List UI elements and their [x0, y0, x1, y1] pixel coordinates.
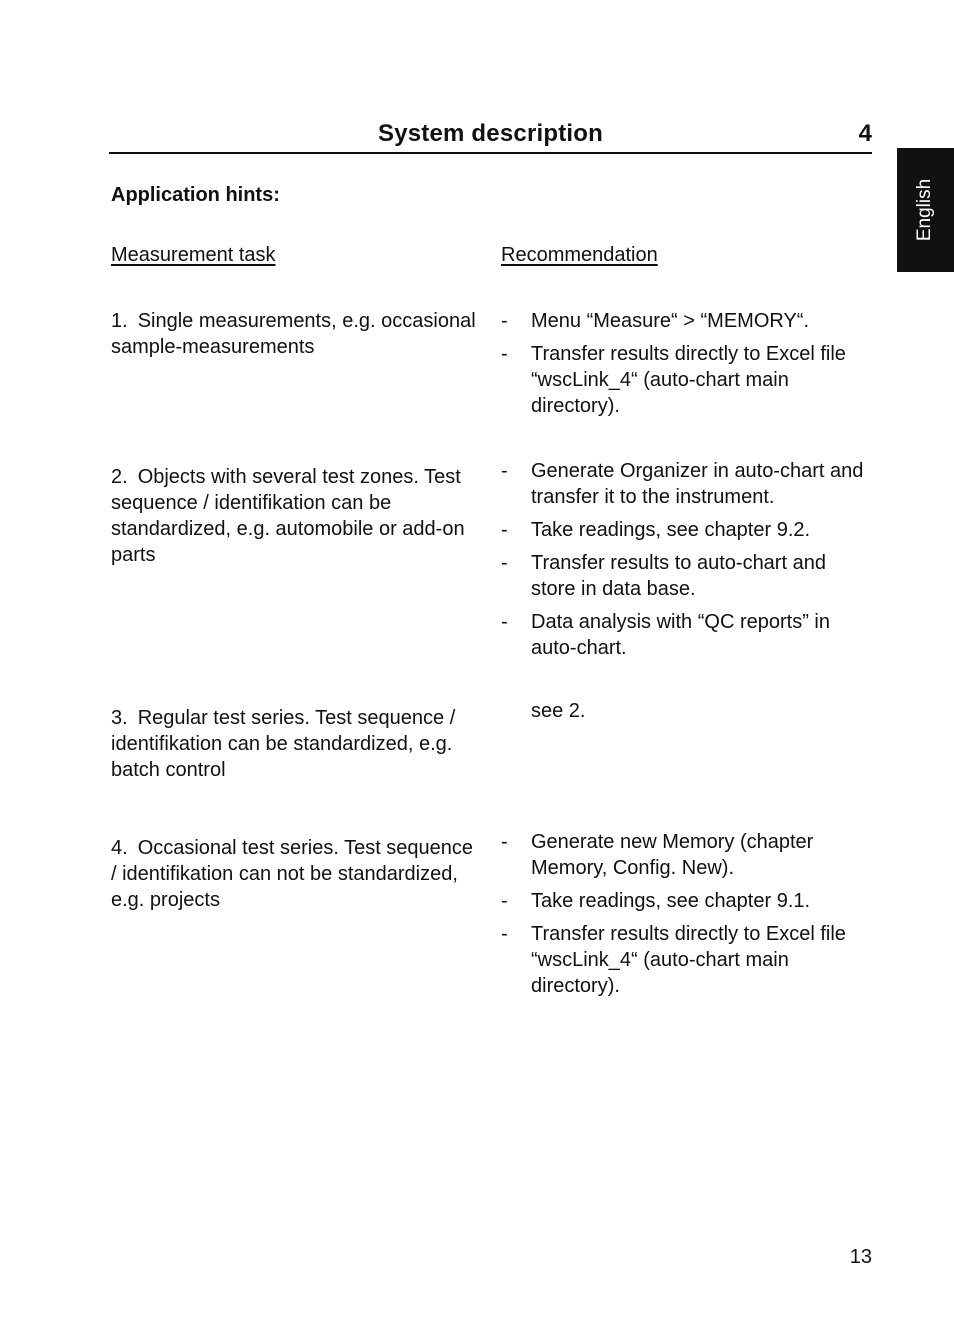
task-item	[111, 308, 483, 360]
recommendation-text: Transfer results directly to Excel file “wscLink_4“ (auto-chart main directory).	[531, 343, 846, 417]
recommendation-item	[501, 517, 871, 543]
chapter-number: 4	[858, 120, 872, 147]
list-marker: -	[501, 552, 508, 574]
recommendation-item	[501, 308, 871, 334]
task-number: 1.	[111, 310, 128, 332]
recommendation-text: Menu “Measure“ > “MEMORY“.	[531, 310, 810, 332]
recommendation-item	[501, 550, 871, 602]
column-header-recommendation: Recommendation	[501, 244, 658, 266]
section-title: Application hints:	[111, 184, 280, 206]
recommendation-item	[501, 609, 871, 661]
page-header	[109, 118, 872, 154]
list-marker: -	[501, 831, 508, 853]
page-number: 13	[849, 1246, 872, 1268]
recommendation-text: Transfer results to auto-chart and store in data base.	[531, 552, 826, 600]
task-text: Occasional test series. Test sequence / identifikation can not be standardized, e.g. projects	[111, 837, 474, 911]
recommendation-list	[501, 458, 871, 668]
column-header-task: Measurement task	[111, 244, 276, 266]
list-marker: -	[501, 343, 508, 365]
task-item	[111, 835, 483, 913]
language-tab	[897, 148, 954, 272]
list-marker: -	[501, 310, 508, 332]
recommendation-text: Generate Organizer in auto-chart and transfer it to the instrument.	[531, 460, 864, 508]
list-marker: -	[501, 611, 508, 633]
task-number: 2.	[111, 466, 128, 488]
recommendation-text: Take readings, see chapter 9.2.	[531, 519, 811, 541]
list-marker: -	[501, 460, 508, 482]
recommendation-text: Generate new Memory (chapter Memory, Config. New).	[531, 831, 814, 879]
list-marker: -	[501, 890, 508, 912]
recommendation-text: Data analysis with “QC reports” in auto-chart.	[531, 611, 830, 659]
recommendation-item	[501, 888, 871, 914]
page-title: System description	[377, 120, 603, 147]
language-tab-label: English	[914, 178, 935, 242]
list-marker: -	[501, 519, 508, 541]
task-number: 3.	[111, 707, 128, 729]
task-text: Objects with several test zones. Test sequence / identifikation can be standardized, e.g. automobile or add-on parts	[111, 466, 465, 566]
task-item	[111, 705, 483, 783]
recommendation-text: see 2.	[531, 700, 586, 722]
task-number: 4.	[111, 837, 128, 859]
list-marker: -	[501, 923, 508, 945]
recommendation-item	[501, 458, 871, 510]
task-text: Single measurements, e.g. occasional sample-measurements	[111, 310, 476, 358]
recommendation-list	[501, 829, 871, 1006]
recommendation-text: Take readings, see chapter 9.1.	[531, 890, 811, 912]
recommendation-item	[501, 829, 871, 881]
task-text: Regular test series. Test sequence / identifikation can be standardized, e.g. batch control	[111, 707, 456, 781]
recommendation-item	[501, 921, 871, 999]
recommendation-item	[501, 341, 871, 419]
recommendation-list	[501, 308, 871, 426]
recommendation-text: Transfer results directly to Excel file “wscLink_4“ (auto-chart main directory).	[531, 923, 846, 997]
task-item	[111, 464, 483, 568]
